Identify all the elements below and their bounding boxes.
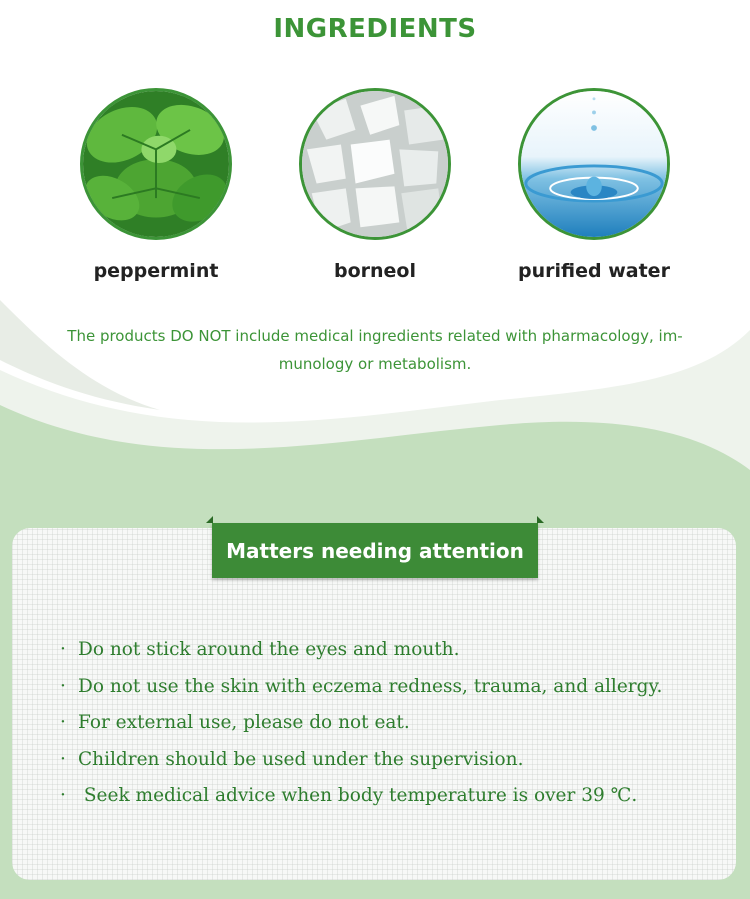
- list-item-text: Children should be used under the supervision.: [78, 748, 524, 770]
- bullet-icon: ·: [60, 675, 66, 697]
- ingredient-borneol: [295, 88, 455, 282]
- ingredient-label: borneol: [333, 260, 416, 282]
- peppermint-image: [80, 88, 232, 240]
- list-item-text: Do not stick around the eyes and mouth.: [78, 639, 460, 660]
- banner-fold-right: [537, 516, 544, 523]
- attention-banner: [206, 516, 544, 578]
- disclaimer-line: munology or metabolism.: [278, 355, 472, 373]
- list-item-text: For external use, please do not eat.: [78, 712, 410, 733]
- attention-list: [60, 636, 662, 819]
- ingredient-label: peppermint: [93, 260, 219, 282]
- banner-fold-left: [206, 516, 213, 523]
- disclaimer-line: The products DO NOT include medical ingredients related with pharmacology, im-: [67, 327, 683, 345]
- ingredients-title: INGREDIENTS: [273, 14, 477, 44]
- attention-heading: Matters needing attention: [212, 523, 538, 578]
- list-item: [60, 673, 662, 710]
- bullet-icon: ·: [60, 785, 66, 806]
- bullet-icon: ·: [60, 748, 66, 770]
- bullet-icon: ·: [60, 712, 66, 733]
- list-item: [60, 782, 662, 819]
- list-item: [60, 746, 662, 783]
- ingredient-peppermint: [76, 88, 236, 282]
- ingredient-label: purified water: [518, 260, 670, 282]
- list-item-text: Seek medical advice when body temperature is over 39 ℃.: [78, 785, 638, 806]
- disclaimer-text: [52, 322, 698, 378]
- borneol-image: [299, 88, 451, 240]
- bullet-icon: ·: [60, 639, 66, 660]
- ingredient-purified-water: [514, 88, 674, 282]
- list-item: [60, 636, 662, 673]
- water-image: [518, 88, 670, 240]
- list-item-text: Do not use the skin with eczema redness, trauma, and allergy.: [78, 675, 663, 697]
- list-item: [60, 709, 662, 746]
